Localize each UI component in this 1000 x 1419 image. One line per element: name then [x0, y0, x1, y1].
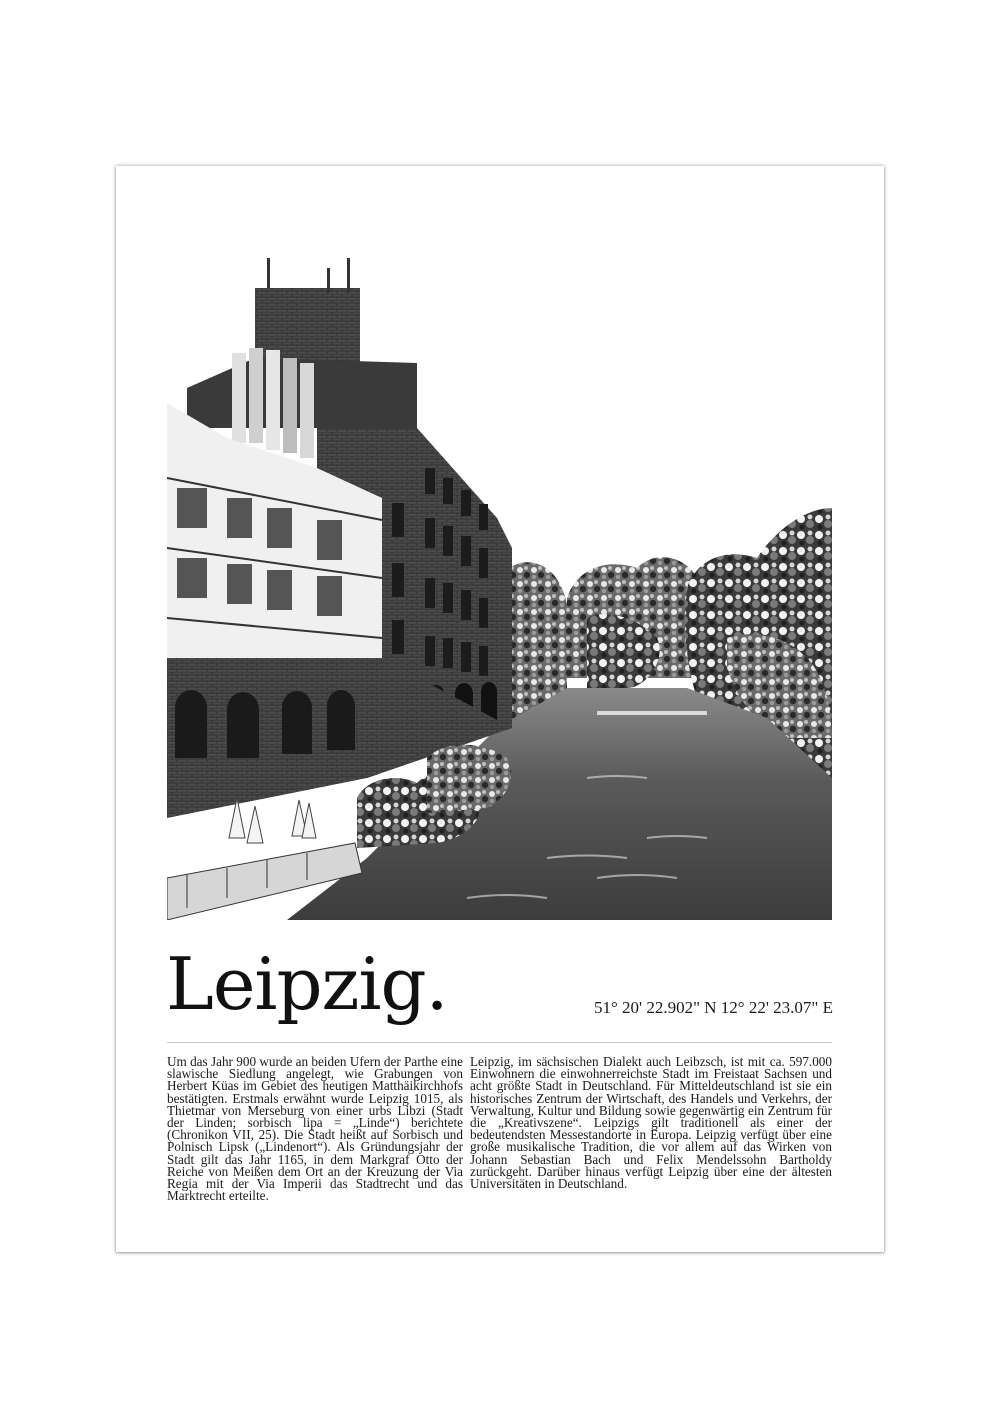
- divider: [167, 1042, 832, 1043]
- coordinates: 51° 20' 22.902" N 12° 22' 23.07" E: [593, 998, 833, 1017]
- city-title: Leipzig.: [166, 942, 448, 1026]
- city-photo: [167, 258, 832, 920]
- poster: [116, 166, 884, 1252]
- text-column-left: Um das Jahr 900 wurde an beiden Ufern der Parthe eine slawische Siedlung angelegt, wie Grabungen von Herbert Küas im Gebiet des heutigen Matthäikirchhofs bestätigten. Erstmals erwähnt wurde Leipzig 1015, als Thietmar von Merseburg von einer urbs Libzi (Stadt der Linden; sorbisch lipa = „Linde“) berichtete (Chronikon VII, 25). Die Stadt heißt auf Sorbisch und Polnisch Lipsk („Lindenort“). Als Gründungsjahr der Stadt gilt das Jahr 1165, in dem Markgraf Otto der Reiche von Meißen dem Ort an der Kreuzung der Via Regia mit der Via Imperii das Stadtrecht und das Marktrecht erteilte.: [167, 1054, 463, 1204]
- text-column-right: Leipzig, im sächsischen Dialekt auch Leibzsch, ist mit ca. 597.000 Einwohnern die einwohnerreichste Stadt im Freistaat Sachsen und acht größte Stadt in Deutschland. Für Mitteldeutschland ist sie ein historisches Zentrum der Wirtschaft, des Handels und Verkehrs, der Verwaltung, Kultur und Bildung sowie gegenwärtig ein Zentrum für die „Kreativszene“. Leipzigs gilt traditionell als einer der bedeutendsten Messestandorte in Europa. Leipzig verfügt über eine große musikalische Tradition, die vor allem auf das Wirken von Johann Sebastian Bach und Felix Mendelssohn Bartholdy zurückgeht. Darüber hinaus verfügt Leipzig über eine der ältesten Universitäten in Deutschland.: [470, 1054, 832, 1192]
